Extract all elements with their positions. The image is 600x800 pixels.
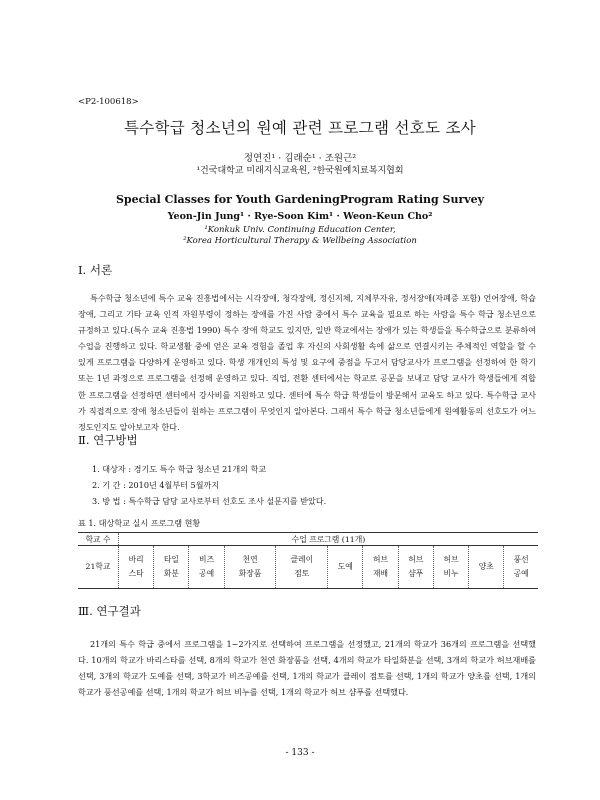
table-cell [276, 546, 328, 589]
table-cell [398, 546, 433, 589]
table-header-row [78, 533, 538, 546]
table-cell [433, 546, 468, 589]
paper-code: <P2-100618> [78, 97, 139, 107]
cell-line: 풍선 [513, 555, 529, 564]
cell-line: 공예 [513, 569, 529, 578]
authors-korean: 정연진¹ · 김래순¹ · 조원근² [243, 153, 357, 164]
cell-line: 허브 [372, 555, 389, 564]
affiliations-korean: ¹건국대학교 미래지식교육원, ²한국원예치료복지협회 [196, 166, 404, 176]
table-cell [189, 546, 224, 589]
cell-line: 클레이 [290, 555, 314, 564]
cell-line: 화분 [163, 569, 179, 578]
table-cell [504, 546, 538, 589]
affiliation-english-2: ²Korea Horticultural Therapy & Wellbeing Association [183, 236, 417, 246]
authors-english: Yeon-Jin Jung¹ · Rye-Soon Kim¹ · Weon-Keun Cho² [167, 211, 433, 222]
cell-line: 바리 [128, 555, 144, 564]
methods-item: 3. 방 법 : 특수학급 담당 교사로부터 선호도 조사 설문지를 받았다. [92, 496, 327, 506]
page-number: - 133 - [285, 748, 315, 758]
results-paragraph: 21개의 특수 학급 중에서 프로그램을 1~2가지로 선택하여 프로그램을 선정했고, 21개의 학교가 36개의 프로그램을 선택했다. 10개의 학교가 바리스타를 선택, 8개의 학교가 천연 화장품을 선택, 4개의 학교가 타일화분을 선택, 3개의 학교가 허브재배를 선택, 3개의 학교가 도예를 선택, 3학교가 비즈공예를 선택, 1개의 학교가 클레이 점토를 선택, 1개의 학교가 양초를 선택, 1개의 학교가 풍선공예를 선택, 1개의 학교가 허브 비누를 선택, 1개의 학교가 허브 샴푸를 선택했다. [78, 639, 536, 698]
cell-line: 천연 [242, 555, 258, 564]
cell-line: 비즈 [199, 555, 215, 564]
cell-line: 타일 [163, 555, 179, 564]
section-heading-methods: Ⅱ. 연구방법 [78, 433, 138, 447]
methods-list [92, 461, 326, 509]
cell-line: 양초 [478, 562, 494, 571]
paper-title-english: Special Classes for Youth GardeningProgram Rating Survey [115, 193, 485, 206]
cell-line: 화장품 [238, 569, 262, 578]
cell-line: 재배 [372, 569, 389, 578]
table-caption: 표 1. 대상학교 실시 프로그램 현황 [78, 518, 201, 528]
affiliation-english-1: ¹Konkuk Univ. Continuing Education Center, [204, 225, 396, 235]
cell-line: 허브 [443, 555, 459, 564]
table-cell-label: 21학교 [78, 546, 119, 589]
table-cell [469, 546, 504, 589]
table-cell [328, 546, 363, 589]
table-cell [224, 546, 276, 589]
cell-line: 스타 [128, 569, 144, 578]
table-header-cell: 학교 수 [78, 533, 119, 546]
methods-item: 2. 기 간 : 2010년 4월부터 5월까지 [92, 480, 220, 490]
table-cell [119, 546, 154, 589]
cell-line: 공예 [199, 569, 215, 578]
table-row [78, 546, 538, 589]
methods-item: 1. 대상자 : 경기도 특수 학급 청소년 21개의 학교 [92, 464, 267, 474]
section-heading-introduction: Ⅰ. 서론 [78, 263, 113, 277]
table-cell [154, 546, 189, 589]
cell-line: 허브 [408, 555, 424, 564]
cell-line: 도예 [337, 562, 353, 571]
cell-line: 비누 [443, 569, 459, 578]
section-heading-results: Ⅲ. 연구결과 [78, 604, 141, 618]
program-table [78, 532, 538, 589]
table-cell [363, 546, 398, 589]
paper-title-korean: 특수학급 청소년의 원예 관련 프로그램 선호도 조사 [123, 119, 477, 137]
table-header-cell: 수업 프로그램 (11개) [119, 533, 539, 546]
cell-line: 점토 [294, 569, 310, 578]
introduction-paragraph: 특수학급 청소년에 특수 교육 진흥법에서는 시각장애, 청각장애, 정신지체, 지체부자유, 정서장애(자폐증 포함) 언어장애, 학습장애, 그리고 기타 교육 인적 자원부령이 정하는 장애를 가진 사람 중에서 특수 교육을 필요로 하는 사람을 특수 학급 청소년으로 규정하고 있다.(특수 교육 진흥법 1990) 특수 장애 학교도 있지만, 일반 학교에서는 장애가 있는 학생들을 특수학급으로 분류하여 수업을 진행하고 있다. 학교생활 중에 얻은 교육 경험을 졸업 후 자신의 사회생활 속에 삶으로 연결시키는 주체적인 역할을 할 수 있게 프로그램을 다양하게 운영하고 있다. 학생 개개인의 특성 및 요구에 중점을 두고서 담당교사가 프로그램을 선정하여 한 학기 또는 1년 과정으로 프로그램을 선정해 운영하고 있다. 직업, 전환 센터에서는 학교로 공문을 보내고 담당 교사가 학생들에게 적합한 프로그램을 선정하면 센터에서 강사비를 지원하고 있다. 센터에 특수 학급 학생들이 방문해서 교육도 하고 있다. 특수학급 교사가 직접적으로 장애 청소년들이 원하는 프로그램이 무엇인지 알아본다. 그래서 특수 학급 청소년들에게 원예활동의 선호도가 어느 정도인지도 알아보고자 한다. [78, 293, 536, 432]
cell-line: 샴푸 [408, 569, 424, 578]
